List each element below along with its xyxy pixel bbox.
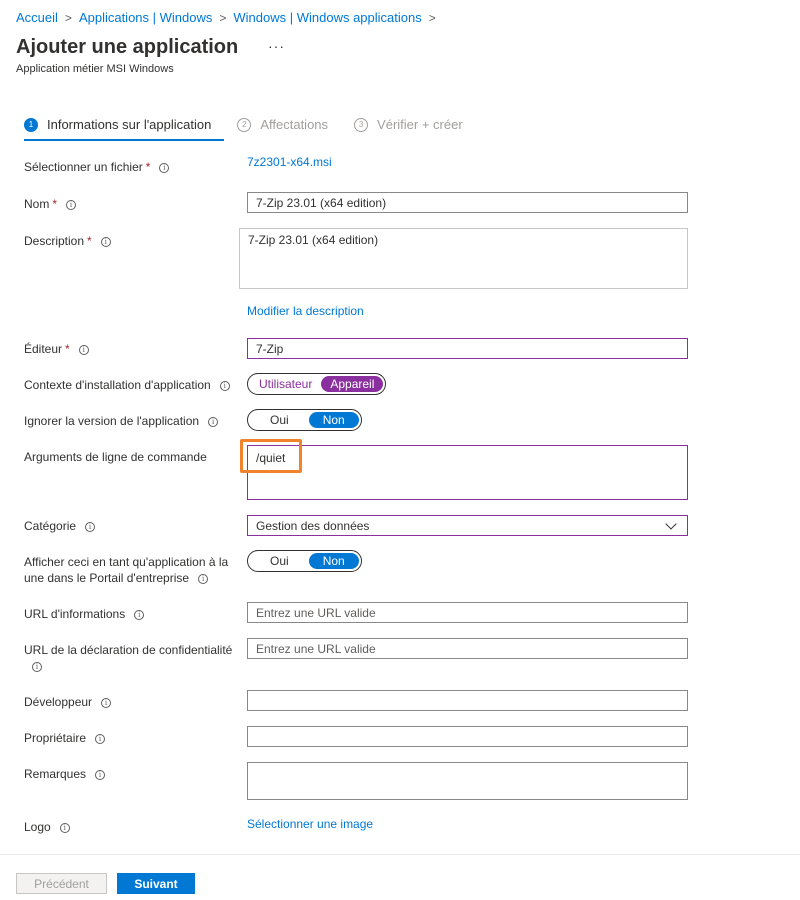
owner-input[interactable] bbox=[247, 726, 688, 747]
info-icon[interactable]: i bbox=[60, 823, 70, 833]
info-url-input[interactable] bbox=[247, 602, 688, 623]
page-title: Ajouter une application bbox=[16, 36, 239, 58]
info-icon[interactable]: i bbox=[101, 237, 111, 247]
privacy-url-input[interactable] bbox=[247, 638, 688, 659]
featured-label: Afficher ceci en tant qu'application à la une dans le Portail d'entreprise i bbox=[24, 555, 229, 585]
info-icon[interactable]: i bbox=[66, 200, 76, 210]
category-value: Gestion des données bbox=[256, 518, 370, 533]
required-marker: * bbox=[52, 197, 58, 211]
developer-input[interactable] bbox=[247, 690, 688, 711]
option-device[interactable]: Appareil bbox=[321, 376, 383, 392]
info-icon[interactable]: i bbox=[101, 698, 111, 708]
install-context-label: Contexte d'installation d'application i bbox=[24, 377, 230, 393]
next-button[interactable]: Suivant bbox=[117, 873, 195, 894]
selected-file-link[interactable]: 7z2301-x64.msi bbox=[247, 155, 332, 169]
info-icon[interactable]: i bbox=[85, 522, 95, 532]
option-no[interactable]: Non bbox=[309, 412, 359, 428]
info-icon[interactable]: i bbox=[208, 417, 218, 427]
chevron-right-icon: > bbox=[219, 10, 227, 25]
step-number: 3 bbox=[354, 118, 368, 132]
publisher-input[interactable] bbox=[247, 338, 688, 359]
required-marker: * bbox=[87, 234, 92, 248]
required-marker: * bbox=[145, 160, 151, 174]
ignore-version-toggle bbox=[247, 409, 362, 431]
name-label: Nom * i bbox=[24, 196, 76, 212]
option-user[interactable]: Utilisateur bbox=[259, 377, 313, 391]
notes-label: Remarques i bbox=[24, 766, 105, 782]
info-icon[interactable]: i bbox=[134, 610, 144, 620]
category-dropdown[interactable] bbox=[247, 515, 688, 536]
info-icon[interactable]: i bbox=[198, 574, 208, 584]
install-context-toggle bbox=[247, 373, 386, 395]
breadcrumb-windows-apps[interactable]: Windows | Windows applications bbox=[233, 10, 422, 25]
previous-button[interactable]: Précédent bbox=[16, 873, 107, 894]
option-yes[interactable]: Oui bbox=[270, 554, 289, 568]
tab-app-info[interactable] bbox=[24, 117, 211, 132]
tab-review-create[interactable] bbox=[354, 117, 463, 132]
info-icon[interactable]: i bbox=[95, 770, 105, 780]
footer-divider bbox=[0, 854, 800, 855]
step-label: Informations sur l'application bbox=[47, 117, 212, 132]
step-number: 1 bbox=[24, 118, 38, 132]
chevron-right-icon: > bbox=[428, 10, 436, 25]
logo-label: Logo i bbox=[24, 819, 70, 835]
info-url-label: URL d'informations i bbox=[24, 606, 144, 622]
owner-label: Propriétaire i bbox=[24, 730, 105, 746]
developer-label: Développeur i bbox=[24, 694, 111, 710]
info-icon[interactable]: i bbox=[159, 163, 169, 173]
breadcrumb-apps-windows[interactable]: Applications | Windows bbox=[78, 10, 213, 25]
file-label: Sélectionner un fichier * i bbox=[24, 159, 169, 175]
chevron-down-icon bbox=[665, 518, 676, 529]
featured-toggle bbox=[247, 550, 362, 572]
option-no[interactable]: Non bbox=[309, 553, 359, 569]
info-icon[interactable]: i bbox=[79, 345, 89, 355]
breadcrumb bbox=[16, 10, 443, 25]
info-icon[interactable]: i bbox=[32, 662, 42, 672]
privacy-url-label: URL de la déclaration de confidentialité i bbox=[24, 643, 233, 671]
cmd-args-input[interactable] bbox=[247, 445, 688, 500]
chevron-right-icon: > bbox=[64, 10, 72, 25]
active-tab-indicator bbox=[24, 139, 224, 141]
wizard-steps bbox=[24, 117, 489, 132]
step-label: Affectations bbox=[260, 117, 329, 132]
option-yes[interactable]: Oui bbox=[270, 413, 289, 427]
step-number: 2 bbox=[237, 118, 251, 132]
tab-assignments[interactable] bbox=[237, 117, 328, 132]
page-subtitle: Application métier MSI Windows bbox=[16, 63, 174, 75]
info-icon[interactable]: i bbox=[95, 734, 105, 744]
publisher-label: Éditeur * i bbox=[24, 341, 89, 357]
cmd-args-label: Arguments de ligne de commande bbox=[24, 450, 207, 464]
category-label: Catégorie i bbox=[24, 518, 95, 534]
description-input[interactable] bbox=[239, 228, 688, 289]
select-image-link[interactable]: Sélectionner une image bbox=[247, 817, 374, 831]
edit-description-link[interactable]: Modifier la description bbox=[247, 304, 364, 318]
required-marker: * bbox=[65, 342, 70, 356]
name-input[interactable] bbox=[247, 192, 688, 213]
description-label: Description * i bbox=[24, 233, 111, 249]
annotation-highlight bbox=[240, 439, 302, 473]
info-icon[interactable]: i bbox=[220, 381, 230, 391]
more-options-icon[interactable]: ··· bbox=[268, 38, 285, 54]
notes-input[interactable] bbox=[247, 762, 688, 800]
step-label: Vérifier + créer bbox=[377, 117, 463, 132]
breadcrumb-home[interactable]: Accueil bbox=[16, 10, 58, 25]
ignore-version-label: Ignorer la version de l'application i bbox=[24, 413, 218, 429]
